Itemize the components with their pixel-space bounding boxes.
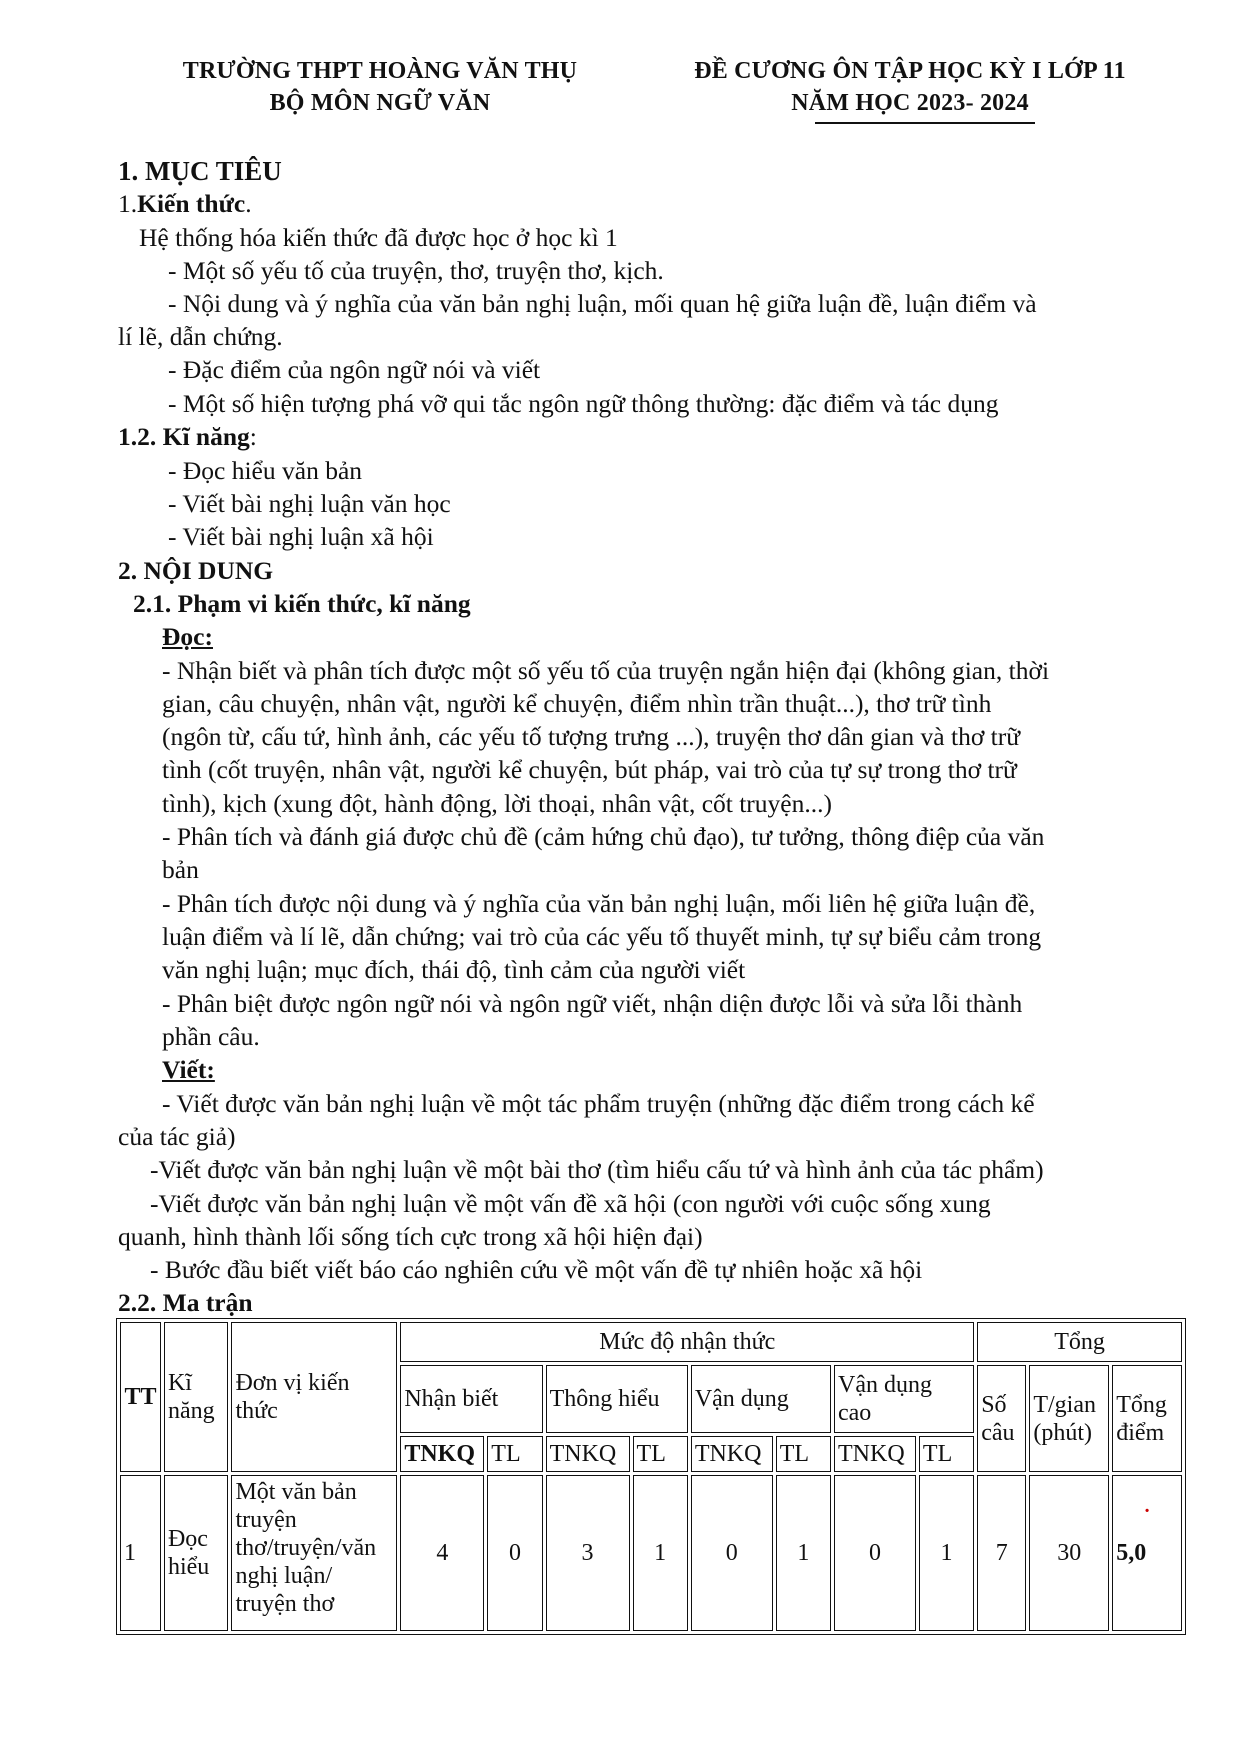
- cell-nb-tl: 0: [487, 1475, 542, 1631]
- header-level: Mức độ nhận thức: [400, 1322, 974, 1362]
- scope-heading: 2.1. Phạm vi kiến thức, kĩ năng: [133, 589, 471, 618]
- section-1-heading: 1. MỤC TIÊU: [118, 156, 282, 186]
- cell-th-tl: 1: [633, 1475, 688, 1631]
- cell-nb-tnkq: 4: [400, 1475, 484, 1631]
- skill-item: - Đọc hiểu văn bản: [168, 456, 363, 485]
- cell-thoi-gian: 30: [1029, 1475, 1109, 1631]
- header-tl: TL: [487, 1436, 542, 1472]
- header-tnkq: TNKQ: [691, 1436, 773, 1472]
- header-tnkq: TNKQ: [546, 1436, 630, 1472]
- reading-item: - Phân tích và đánh giá được chủ đề (cảm hứng chủ đạo), tư tưởng, thông điệp của văn: [162, 822, 1045, 851]
- header-tl: TL: [919, 1436, 974, 1472]
- header-tt: TT: [120, 1322, 161, 1472]
- department-name: BỘ MÔN NGỮ VĂN: [269, 90, 491, 116]
- reading-item-cont: luận điểm và lí lẽ, dẫn chứng; vai trò của các yếu tố thuyết minh, tự sự biểu cảm trong: [162, 922, 1042, 951]
- reading-item: - Phân biệt được ngôn ngữ nói và ngôn ngữ viết, nhận diện được lỗi và sửa lỗi thành: [162, 989, 1023, 1018]
- reading-item-cont: (ngôn từ, cấu tứ, hình ảnh, các yếu tố tượng trưng ...), truyện thơ dân gian và thơ trữ: [162, 722, 1021, 751]
- header-tong-diem: Tổng điểm: [1112, 1365, 1182, 1472]
- knowledge-item: - Nội dung và ý nghĩa của văn bản nghị luận, mối quan hệ giữa luận đề, luận điểm và: [168, 289, 1037, 318]
- knowledge-item-cont: lí lẽ, dẫn chứng.: [118, 322, 283, 351]
- writing-item: - Viết được văn bản nghị luận về một tác phẩm truyện (những đặc điểm trong cách kể: [162, 1089, 1035, 1118]
- table-row: [120, 1475, 1182, 1631]
- matrix-header-row: [120, 1322, 1182, 1362]
- school-name: TRƯỜNG THPT HOÀNG VĂN THỤ: [182, 58, 578, 84]
- knowledge-title: 1.Kiến thức.: [118, 189, 252, 218]
- reading-item-cont: phần câu.: [162, 1022, 260, 1051]
- cell-vdc-tnkq: 0: [834, 1475, 916, 1631]
- knowledge-item: - Một số yếu tố của truyện, thơ, truyện thơ, kịch.: [168, 256, 664, 285]
- header-so-cau: Số câu: [977, 1365, 1026, 1472]
- knowledge-item: - Đặc điểm của ngôn ngữ nói và viết: [168, 355, 541, 384]
- header-tl: TL: [633, 1436, 688, 1472]
- reading-item-cont: văn nghị luận; mục đích, thái độ, tình cảm của người viết: [162, 955, 746, 984]
- writing-label: Viết:: [162, 1055, 215, 1084]
- header-tnkq: TNKQ: [400, 1436, 484, 1472]
- reading-item-cont: bản: [162, 855, 199, 884]
- reading-item-cont: gian, câu chuyện, nhân vật, người kể chuyện, điểm nhìn trần thuật...), thơ trữ tình: [162, 689, 992, 718]
- reading-item: - Phân tích được nội dung và ý nghĩa của văn bản nghị luận, mối liên hệ giữa luận đề,: [162, 889, 1036, 918]
- knowledge-item: - Một số hiện tượng phá vỡ qui tắc ngôn ngữ thông thường: đặc điểm và tác dụng: [168, 389, 999, 418]
- header-unit: Đơn vị kiến thức: [231, 1322, 397, 1472]
- writing-item-cont: của tác giả): [118, 1122, 236, 1151]
- header-thong-hieu: Thông hiểu: [546, 1365, 688, 1433]
- year-underline: [815, 122, 1035, 124]
- cell-tt: 1: [120, 1475, 161, 1631]
- cell-skill: Đọc hiểu: [164, 1475, 229, 1631]
- header-tl: TL: [776, 1436, 831, 1472]
- cell-vd-tl: 1: [776, 1475, 831, 1631]
- header-skill: Kĩ năng: [164, 1322, 229, 1472]
- assessment-matrix-table: [116, 1318, 1186, 1635]
- header-van-dung: Vận dụng: [691, 1365, 831, 1433]
- cell-vd-tnkq: 0: [691, 1475, 773, 1631]
- document-title: ĐỀ CƯƠNG ÔN TẬP HỌC KỲ I LỚP 11: [694, 58, 1126, 84]
- cell-tong-diem: · 5,0: [1112, 1475, 1182, 1631]
- school-year: NĂM HỌC 2023- 2024: [791, 90, 1029, 116]
- reading-label: Đọc:: [162, 622, 213, 651]
- skills-title: 1.2. Kĩ năng:: [118, 422, 257, 451]
- writing-item: - Bước đầu biết viết báo cáo nghiên cứu về một vấn đề tự nhiên hoặc xã hội: [150, 1255, 923, 1284]
- skill-item: - Viết bài nghị luận xã hội: [168, 522, 434, 551]
- cell-unit: Một văn bản truyện thơ/truyện/văn nghị luận/ truyện thơ: [231, 1475, 397, 1631]
- section-2-heading: 2. NỘI DUNG: [118, 556, 274, 585]
- header-tnkq: TNKQ: [834, 1436, 916, 1472]
- cell-so-cau: 7: [977, 1475, 1026, 1631]
- reading-item-cont: tình (cốt truyện, nhân vật, người kể chuyện, bút pháp, vai trò của tự sự trong thơ trữ: [162, 755, 1017, 784]
- writing-item: -Viết được văn bản nghị luận về một bài thơ (tìm hiểu cấu tứ và hình ảnh của tác phẩm): [150, 1155, 1044, 1184]
- skill-item: - Viết bài nghị luận văn học: [168, 489, 451, 518]
- knowledge-intro: Hệ thống hóa kiến thức đã được học ở học kì 1: [139, 223, 618, 252]
- matrix-heading: 2.2. Ma trận: [118, 1288, 253, 1317]
- writing-item: -Viết được văn bản nghị luận về một vấn đề xã hội (con người với cuộc sống xung: [150, 1189, 991, 1218]
- header-nhan-biet: Nhận biết: [400, 1365, 542, 1433]
- header-thoi-gian: T/gian (phút): [1029, 1365, 1109, 1472]
- header-total: Tổng: [977, 1322, 1182, 1362]
- cell-th-tnkq: 3: [546, 1475, 630, 1631]
- reading-item-cont: tình), kịch (xung đột, hành động, lời thoại, nhân vật, cốt truyện...): [162, 789, 832, 818]
- reading-item: - Nhận biết và phân tích được một số yếu tố của truyện ngắn hiện đại (không gian, thời: [162, 656, 1050, 685]
- cell-vdc-tl: 1: [919, 1475, 974, 1631]
- writing-item-cont: quanh, hình thành lối sống tích cực trong xã hội hiện đại): [118, 1222, 703, 1251]
- red-mark: ·: [1143, 1500, 1151, 1522]
- header-van-dung-cao: Vận dụng cao: [834, 1365, 974, 1433]
